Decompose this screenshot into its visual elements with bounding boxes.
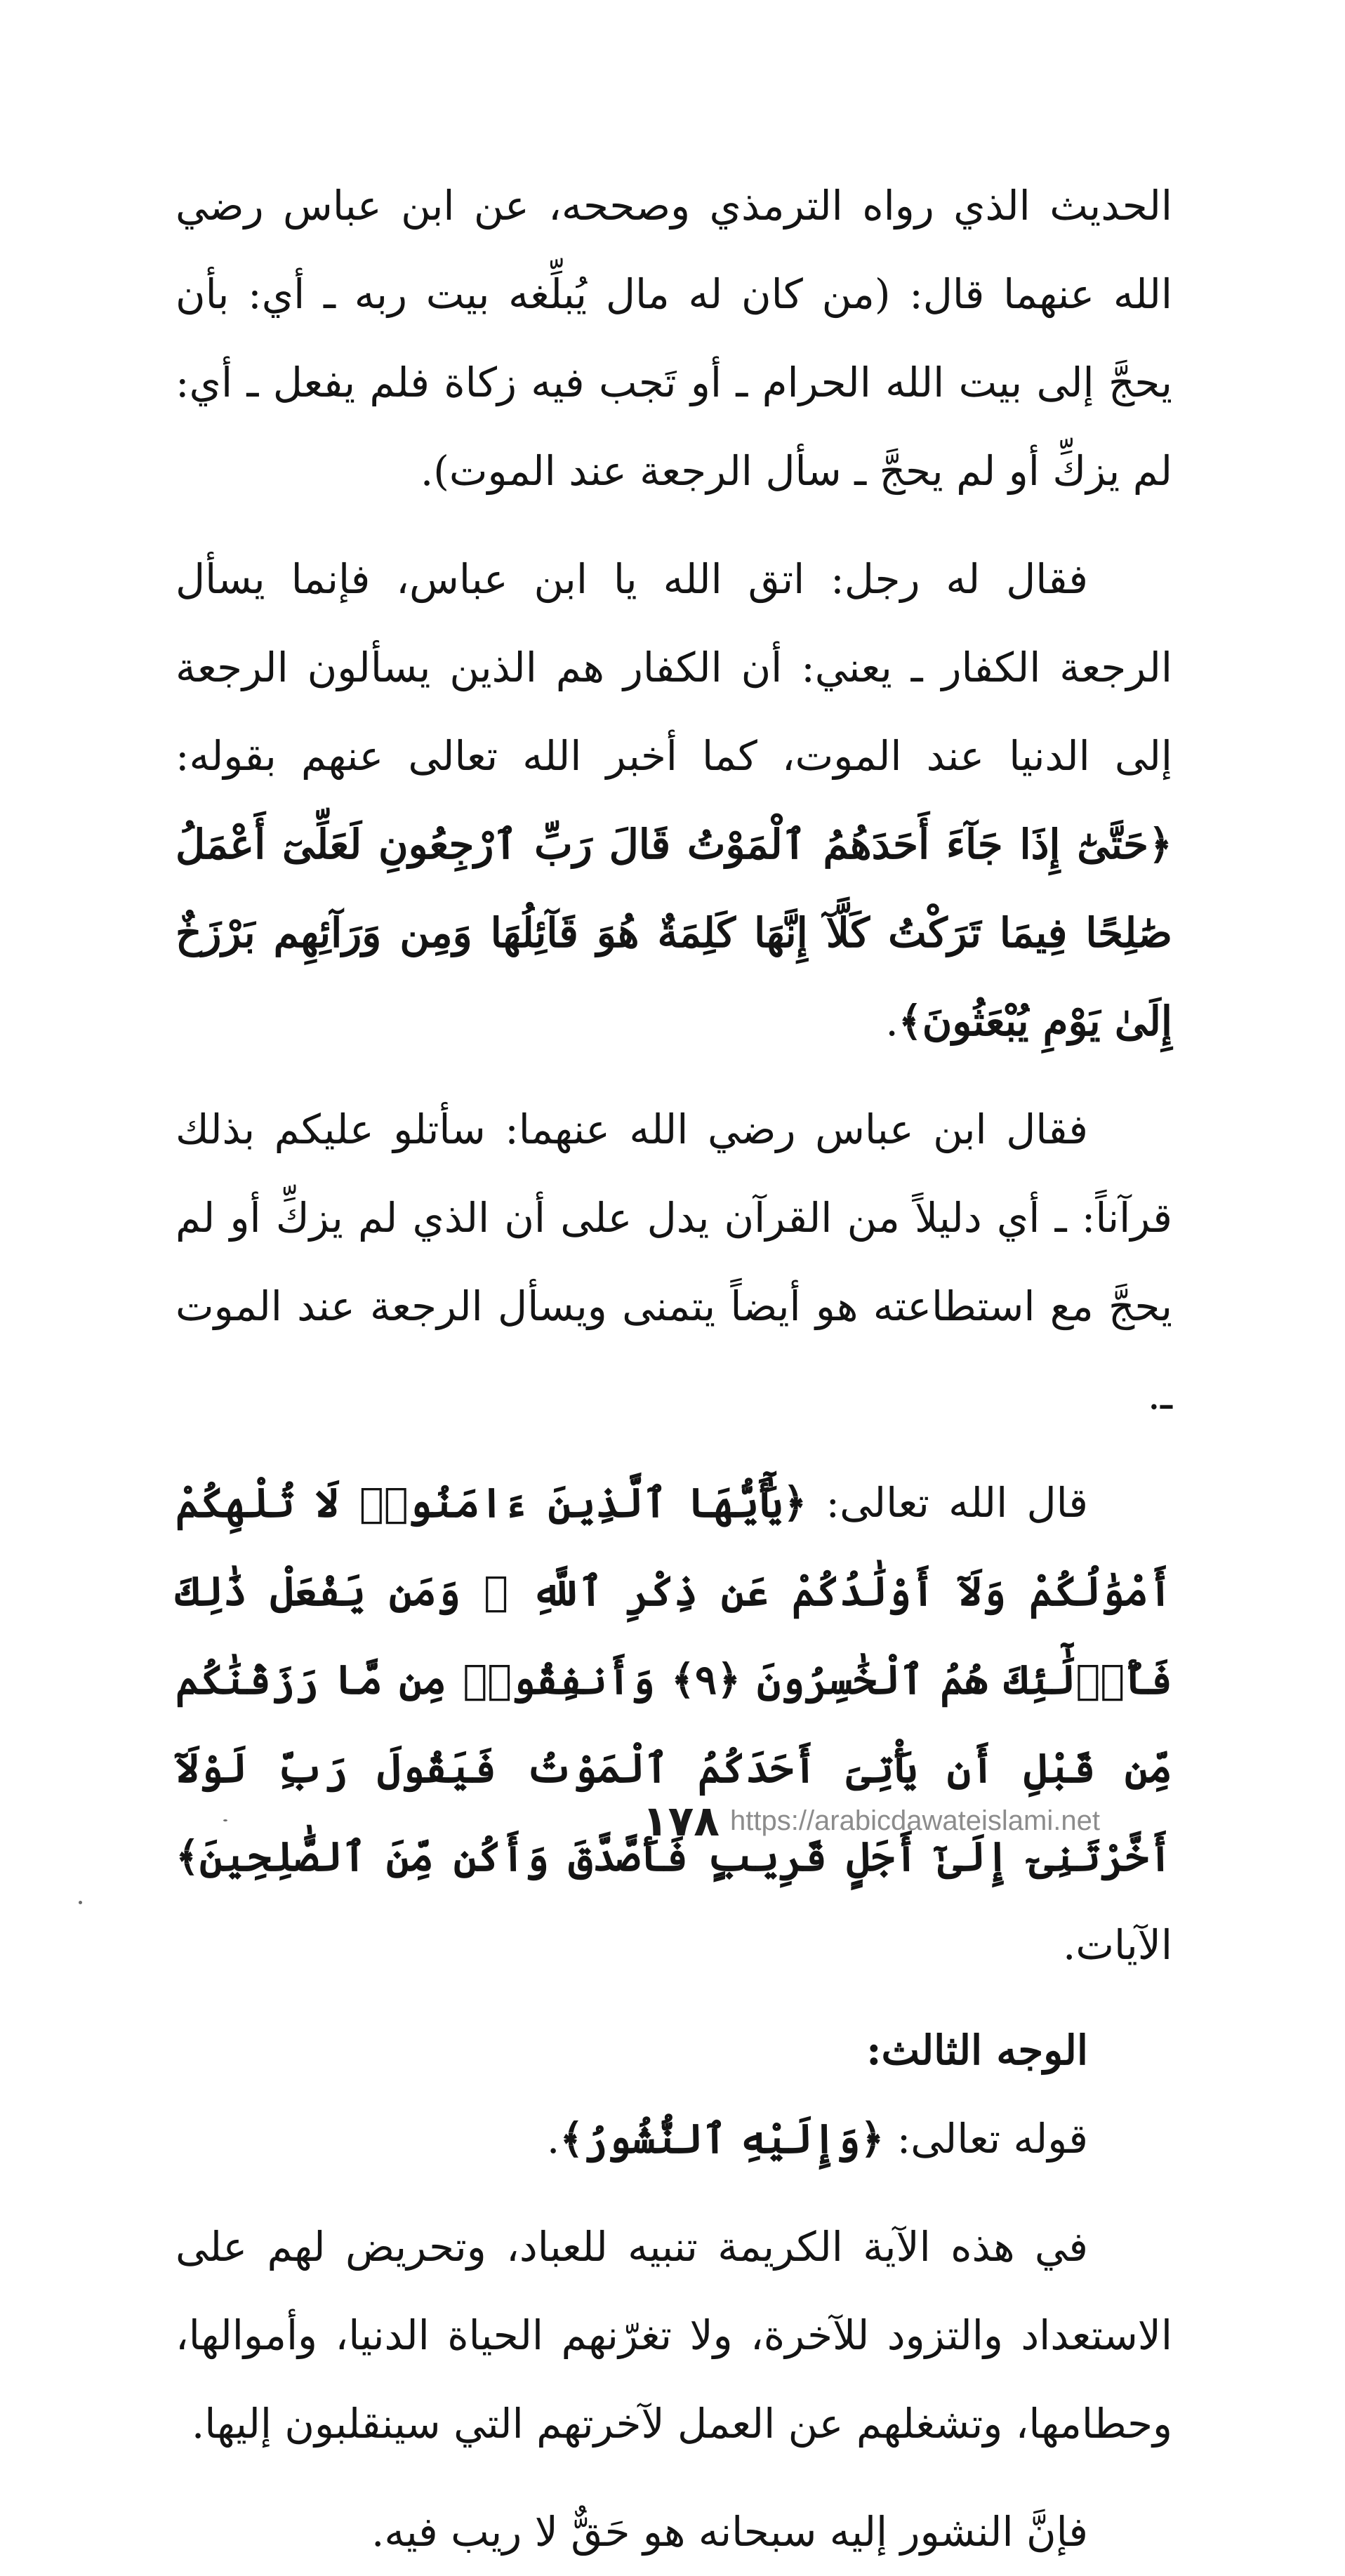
scan-speck [79,1901,82,1904]
paragraph-quran-citation [175,1459,1172,1989]
scan-speck [223,1819,227,1821]
paragraph-text: فقال ابن عباس رضي الله عنهما: سأتلو عليكم بذلك قرآناً: ـ أي دليلاً من القرآن يدل على أن الذي لم يزكِّ أو لم يحجَّ مع استطاعته هو أيضاً يتمنى ويسأل الرجعة عند الموت ـ. [175,1106,1172,1419]
paragraph-conclusion [175,2488,1172,2576]
quran-verse: ﴿يَٰٓأَيُّهَا ٱلَّذِينَ ءَامَنُوا۟ لَا تُلْهِكُمْ أَمْوَٰلُكُمْ وَلَآ أَوْلَٰدُكُمْ عَن ذِكْرِ ٱللَّهِ ۚ وَمَن يَفْعَلْ ذَٰلِكَ فَأُو۟لَٰٓئِكَ هُمُ ٱلْخَٰسِرُونَ ﴿٩﴾ وَأَنفِقُوا۟ مِن مَّا رَزَقْنَٰكُم مِّن قَبْلِ أَن يَأْتِىَ أَحَدَكُمُ ٱلْمَوْتُ فَيَقُولَ رَبِّ لَوْلَآ أَخَّرْتَنِىٓ إِلَىٰٓ أَجَلٍ قَرِيبٍ فَأَصَّدَّقَ وَأَكُن مِّنَ ٱلصَّٰلِحِينَ﴾ [175,1479,1172,1880]
watermark-url: https://arabicdawateislami.net [730,1805,1100,1836]
paragraph-text: الحديث الذي رواه الترمذي وصححه، عن ابن عباس رضي الله عنهما قال: (من كان له مال يُبلِّغه بيت ربه ـ أي: بأن يحجَّ إلى بيت الله الحرام ـ أو تَجب فيه زكاة فلم يفعل ـ أي: لم يزكِّ أو لم يحجَّ ـ سأل الرجعة عند الموت). [175,182,1172,495]
paragraph-text: . [885,997,899,1045]
paragraph-man-question [175,535,1172,1065]
quran-verse: ﴿وَإِلَيْهِ ٱلنُّشُورُ﴾ [559,2115,884,2163]
quran-verse: ﴿حَتَّىٰٓ إِذَا جَآءَ أَحَدَهُمُ ٱلْمَوْتُ قَالَ رَبِّ ٱرْجِعُونِ لَعَلِّىٓ أَعْمَلُ صَٰلِحًا فِيمَا تَرَكْتُ كَلَّآ إِنَّهَا كَلِمَةٌ هُوَ قَآئِلُهَا وَمِن وَرَآئِهِم بَرْزَخٌ إِلَىٰ يَوْمِ يُبْعَثُونَ﴾ [175,821,1172,1045]
paragraph-text: الآيات. [1062,1921,1172,1969]
page-footer [0,1797,1345,1853]
paragraph-text: قوله تعالى: [884,2115,1088,2163]
section-heading: الوجه الثالث: [866,2026,1088,2074]
paragraph-text: في هذه الآية الكريمة تنبيه للعباد، وتحريض لهم على الاستعداد والتزود للآخرة، ولا تغرّنهم الحياة الدنيا، وأموالها، وحطامها، وتشغلهم عن العمل لآخرتهم التي سينقلبون إليها. [175,2223,1172,2448]
paragraph-text: فقال له رجل: اتق الله يا ابن عباس، فإنما يسأل الرجعة الكفار ـ يعني: أن الكفار هم الذين يسألون الرجعة إلى الدنيا عند الموت، كما أخبر الله تعالى عنهم بقوله: [175,555,1172,780]
paragraph-ibn-abbas-answer [175,1085,1172,1439]
page-number: ١٧٨ [642,1797,720,1846]
paragraph-text: قال الله تعالى: [807,1479,1089,1527]
paragraph-hadith [175,161,1172,515]
paragraph-commentary [175,2203,1172,2468]
paragraph-text: . [546,2115,560,2163]
page-body [175,161,1172,2576]
paragraph-verse-line [175,2094,1172,2183]
paragraph-text: فإنَّ النشور إليه سبحانه هو حَقٌّ لا ريب فيه. [371,2508,1088,2556]
